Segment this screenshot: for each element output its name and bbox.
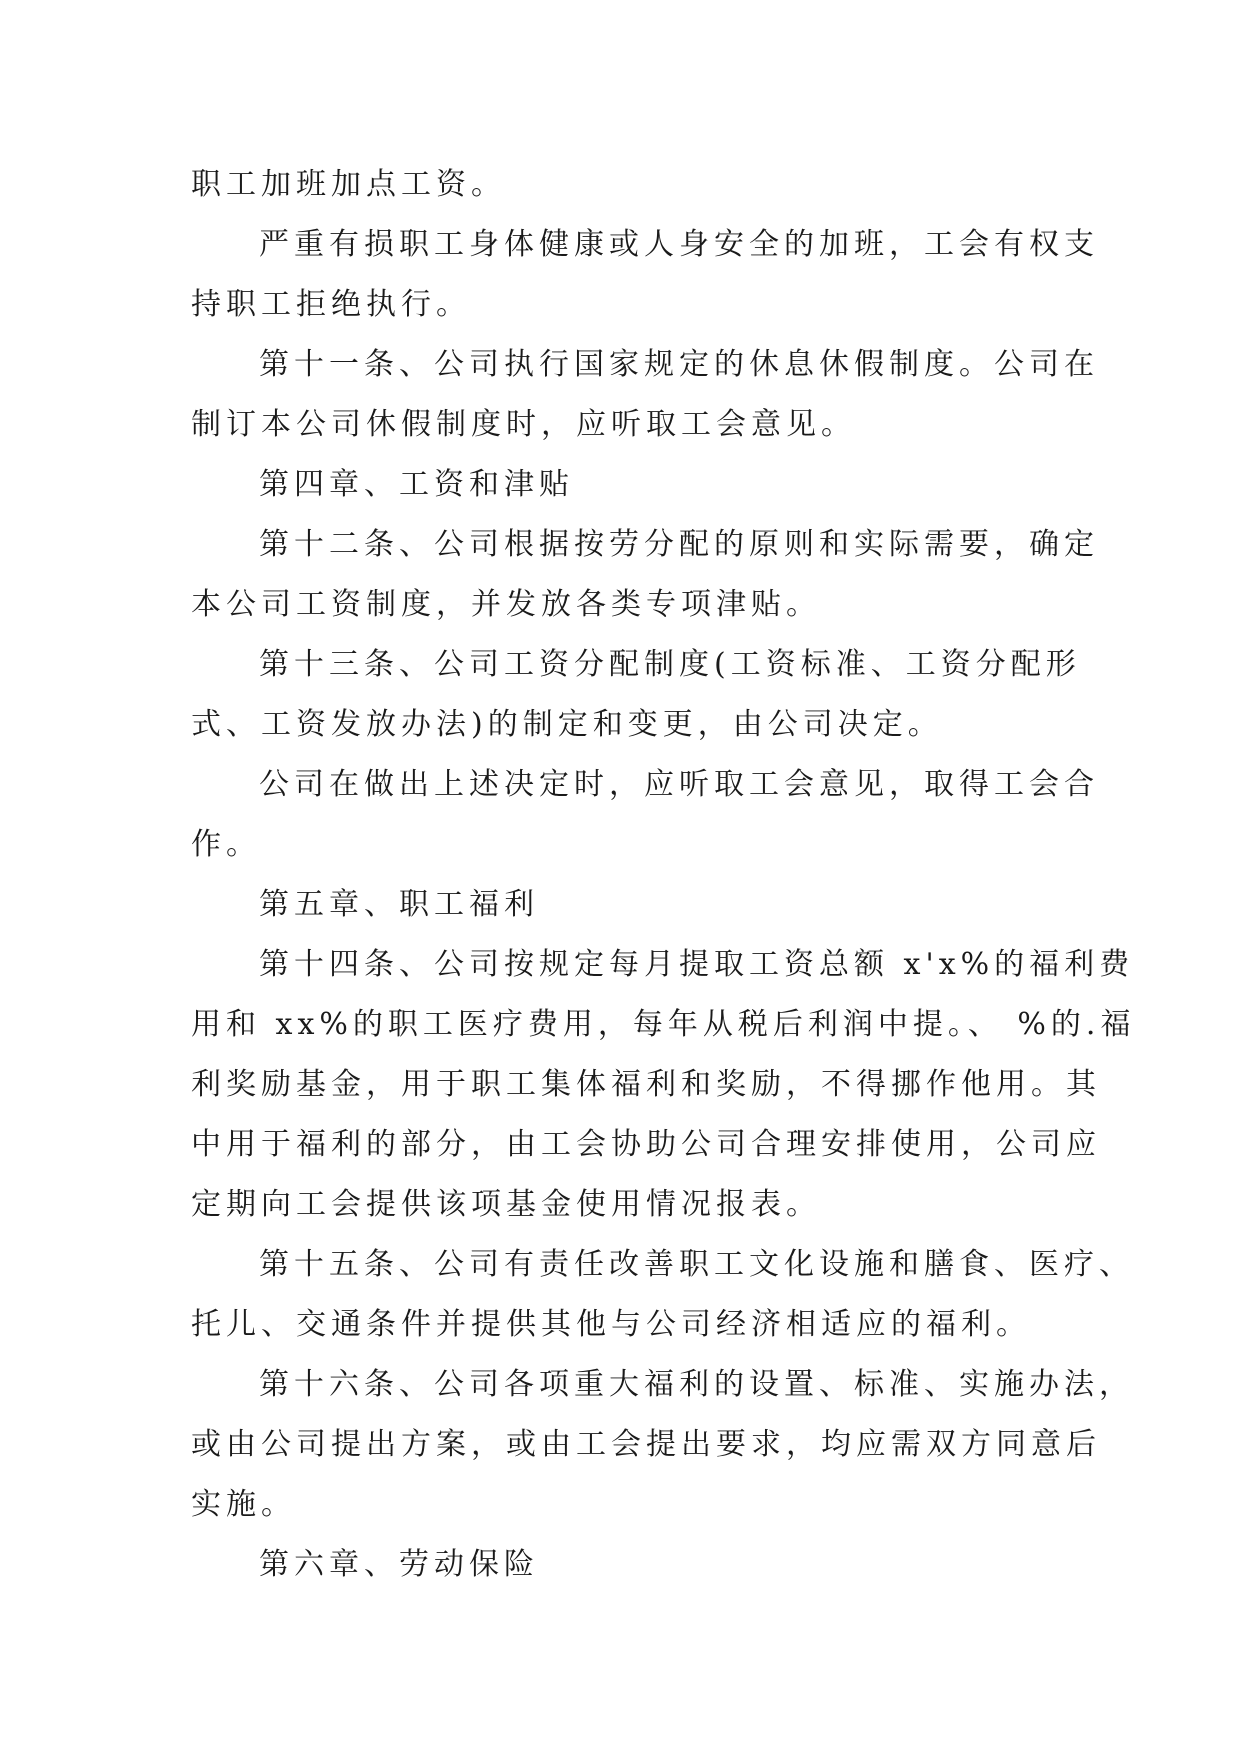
- article-15-line-1: 第十五条、公司有责任改善职工文化设施和膳食、医疗、: [259, 1247, 1134, 1282]
- text-line-1: 职工加班加点工资。: [191, 167, 506, 202]
- article-11-line-2: 制订本公司休假制度时，应听取工会意见。: [191, 407, 856, 442]
- chapter-4-heading: 第四章、工资和津贴: [259, 467, 574, 502]
- article-16-line-2: 或由公司提出方案，或由工会提出要求，均应需双方同意后: [191, 1427, 1101, 1462]
- article-13-line-2: 式、工资发放办法)的制定和变更，由公司决定。: [191, 707, 943, 742]
- article-16-line-1: 第十六条、公司各项重大福利的设置、标准、实施办法，: [259, 1367, 1134, 1402]
- article-14-line-4: 中用于福利的部分，由工会协助公司合理安排使用，公司应: [191, 1127, 1101, 1162]
- chapter-6-heading: 第六章、劳动保险: [259, 1547, 539, 1582]
- article-16-line-3: 实施。: [191, 1487, 296, 1522]
- text-line-3: 持职工拒绝执行。: [191, 287, 471, 322]
- article-15-line-2: 托儿、交通条件并提供其他与公司经济相适应的福利。: [191, 1307, 1031, 1342]
- text-line-2: 严重有损职工身体健康或人身安全的加班，工会有权支: [259, 227, 1099, 262]
- article-13-note-line-1: 公司在做出上述决定时，应听取工会意见，取得工会合: [259, 767, 1099, 802]
- article-14-line-5: 定期向工会提供该项基金使用情况报表。: [191, 1187, 821, 1222]
- article-12-line-2: 本公司工资制度，并发放各类专项津贴。: [191, 587, 821, 622]
- article-14-line-2: 用和 xx%的职工医疗费用，每年从税后利润中提。、 %的.福: [191, 1007, 1136, 1042]
- article-14-line-1: 第十四条、公司按规定每月提取工资总额 x'x%的福利费: [259, 947, 1135, 982]
- document-body: [191, 155, 1136, 1595]
- article-12-line-1: 第十二条、公司根据按劳分配的原则和实际需要，确定: [259, 527, 1099, 562]
- article-14-line-3: 利奖励基金，用于职工集体福利和奖励，不得挪作他用。其: [191, 1067, 1101, 1102]
- article-13-note-line-2: 作。: [191, 827, 261, 862]
- article-11-line-1: 第十一条、公司执行国家规定的休息休假制度。公司在: [259, 347, 1099, 382]
- chapter-5-heading: 第五章、职工福利: [259, 887, 539, 922]
- article-13-line-1: 第十三条、公司工资分配制度(工资标准、工资分配形: [259, 647, 1081, 682]
